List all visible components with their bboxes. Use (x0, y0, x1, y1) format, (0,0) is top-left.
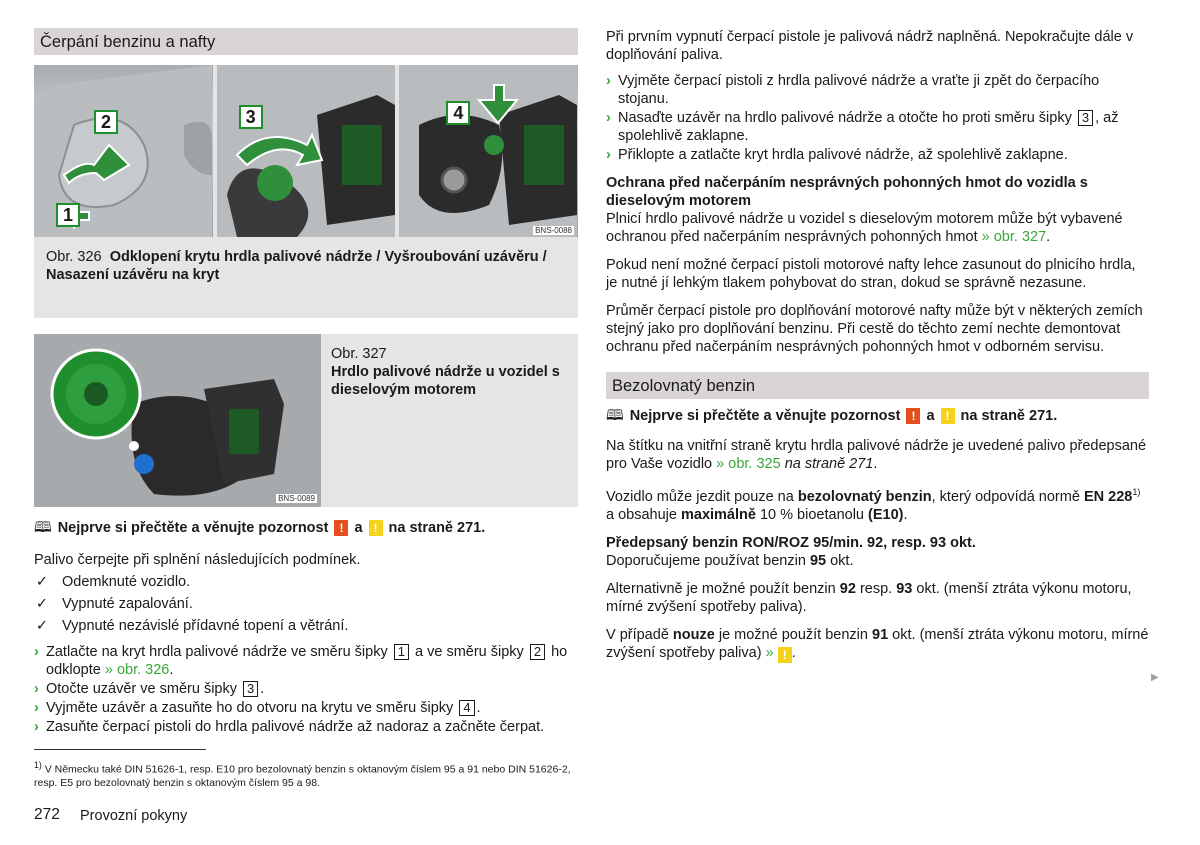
caption-prefix: Obr. 326 (46, 249, 102, 265)
step-arrow-icon: › (34, 644, 39, 660)
conditions-list (34, 573, 578, 635)
read-first-note: 🕮 Nejprve si přečtěte a věnujte pozornost ! a ! na straně 271. (34, 519, 486, 536)
footnote (34, 759, 574, 790)
warning-link[interactable]: » (765, 644, 774, 661)
diesel-filler-illustration (34, 334, 321, 507)
steps-list (606, 72, 1149, 164)
caption-text: Hrdlo palivové nádrže u vozidel s dieselovým motorem (331, 364, 560, 398)
figure-panel-unscrew-cap (217, 65, 396, 237)
step-arrow-icon: › (34, 719, 39, 735)
step-arrow-icon: › (606, 147, 611, 163)
list-item: ✓ Odemknuté vozidlo. (35, 574, 191, 590)
warning-yellow-icon: ! (778, 647, 792, 663)
paragraph: Předepsaný benzin RON/ROZ 95/min. 92, resp. 93 okt. Doporučujeme používat benzin 95 okt. (606, 534, 976, 569)
check-icon: ✓ (35, 596, 49, 612)
step-arrow-icon: › (606, 73, 611, 89)
label-1: 1 (56, 203, 80, 227)
figure-link[interactable]: » obr. 326 (104, 662, 170, 678)
subheading: Ochrana před načerpáním nesprávných pohonných hmot do vozidla s dieselovým motorem (606, 175, 1088, 209)
footnote-divider (34, 749, 206, 750)
continue-arrow-icon: ▶ (1151, 672, 1159, 683)
step-item: › Vyjměte uzávěr a zasuňte ho do otvoru na krytu ve směru šipky 4 . (34, 700, 481, 716)
page-title: Provozní pokyny (80, 808, 188, 824)
step-item: › Vyjměte čerpací pistoli z hrdla palivové nádrže a vraťte ji zpět do čerpacího stojanu. (606, 73, 1100, 107)
intro-text: Palivo čerpejte při splnění následujících podmínek. (34, 552, 361, 568)
warning-red-icon: ! (906, 408, 920, 424)
step-item: › Zasuňte čerpací pistoli do hrdla palivové nádrže až nadoraz a začněte čerpat. (34, 719, 545, 735)
fuel-cap-illustration (217, 65, 395, 237)
paragraph: Pokud není možné čerpací pistoli motorové nafty lehce zasunout do plnicího hrdla, je nutné jí lehkým tlakem pohybovat do stran, dokud se správně nezasune. (606, 257, 1136, 291)
paragraph: Plnicí hrdlo palivové nádrže u vozidel s dieselovým motorem může být vybavené ochranou před načerpáním nesprávných pohonných hmot » obr. 327. (606, 211, 1123, 245)
label-2: 2 (94, 110, 118, 134)
check-icon: ✓ (35, 574, 49, 590)
figure-327-caption (331, 345, 571, 399)
label-4: 4 (446, 101, 470, 125)
figure-tag: BNS-0089 (278, 494, 315, 503)
step-arrow-icon: › (606, 110, 611, 126)
section-title: Čerpání benzinu a nafty (34, 28, 578, 55)
paragraph: Při prvním vypnutí čerpací pistole je palivová nádrž naplněná. Nepokračujte dále v doplňování paliva. (606, 29, 1134, 63)
footnote-mark: 1) (34, 760, 42, 770)
caption-prefix: Obr. 327 (331, 346, 387, 362)
figure-panel-cap-on-flap (399, 65, 578, 237)
check-icon: ✓ (35, 618, 49, 634)
steps-list (34, 643, 578, 736)
paragraph: Průměr čerpací pistole pro doplňování motorové nafty může být v některých zemích stejný jako pro doplňování benzinu. Při cestě do těchto zemí nechte demontovat ochranu před načerpáním nesprávných pohonných hmot v odborném servisu. (606, 303, 1143, 355)
warning-red-icon: ! (334, 520, 348, 536)
right-column (606, 28, 1149, 663)
read-first-note: 🕮 Nejprve si přečtěte a věnujte pozornost ! a ! na straně 271. (606, 407, 1058, 424)
step-item: › Nasaďte uzávěr na hrdlo palivové nádrže a otočte ho proti směru šipky 3 , až spolehlivě zaklapne. (606, 110, 1119, 144)
warning-yellow-icon: ! (941, 408, 955, 424)
cap-holder-illustration (399, 65, 577, 237)
label-3: 3 (239, 105, 263, 129)
paragraph: V případě nouze je možné použít benzin 91 okt. (menší ztráta výkonu motoru, mírné zvýšení spotřeby paliva) » ! . (606, 626, 1149, 662)
step-item: › Přiklopte a zatlačte kryt hrdla palivové nádrže, až spolehlivě zaklapne. (606, 147, 1068, 163)
list-item: ✓ Vypnuté nezávislé přídavné topení a větrání. (35, 618, 349, 634)
figure-link[interactable]: » obr. 325 (716, 456, 781, 472)
left-column (34, 28, 578, 736)
figure-326-images (34, 65, 578, 237)
figure-tag: BNS-0088 (535, 226, 572, 235)
paragraph: Alternativně je možné použít benzin 92 resp. 93 okt. (menší ztráta výkonu motoru, mírné zvýšení spotřeby paliva). (606, 580, 1132, 615)
step-item: › Otočte uzávěr ve směru šipky 3 . (34, 681, 265, 697)
figure-327-image (34, 334, 321, 507)
footnote-text: V Německu také DIN 51626-1, resp. E10 pro bezolovnatý benzin s oktanovým číslem 95 a 91 nebo DIN 51626-2, resp. E5 pro bezolovnatý benzin s oktanovým číslem 95 a 98. (34, 763, 571, 789)
warning-yellow-icon: ! (369, 520, 383, 536)
page-number: 272 (34, 806, 60, 823)
figure-326 (34, 65, 578, 318)
figure-panel-open-flap (34, 65, 213, 237)
paragraph: Vozidlo může jezdit pouze na bezolovnatý benzin, který odpovídá normě EN 228$^{1)}$ a obsahuje maximálně 10 % bioetanolu (E10). (606, 487, 1141, 523)
list-item: ✓ Vypnuté zapalování. (35, 596, 193, 612)
book-icon: 🕮 (34, 519, 52, 536)
figure-327 (34, 334, 578, 507)
book-icon: 🕮 (606, 407, 624, 424)
figure-326-caption (46, 248, 566, 284)
section-title: Bezolovnatý benzin (606, 372, 1149, 399)
figure-link[interactable]: » obr. 327 (981, 229, 1047, 245)
step-arrow-icon: › (34, 700, 39, 716)
step-arrow-icon: › (34, 681, 39, 697)
paragraph: Na štítku na vnitřní straně krytu hrdla palivové nádrže je uvedené palivo předepsané pro Vaše vozidlo » obr. 325 na straně 271. (606, 438, 1147, 472)
step-item: › Zatlačte na kryt hrdla palivové nádrže ve směru šipky 1 a ve směru šipky 2 ho odklopte » obr. 326. (34, 644, 568, 678)
caption-text: Odklopení krytu hrdla palivové nádrže / Vyšroubování uzávěru / Nasazení uzávěru na kryt (46, 249, 547, 283)
